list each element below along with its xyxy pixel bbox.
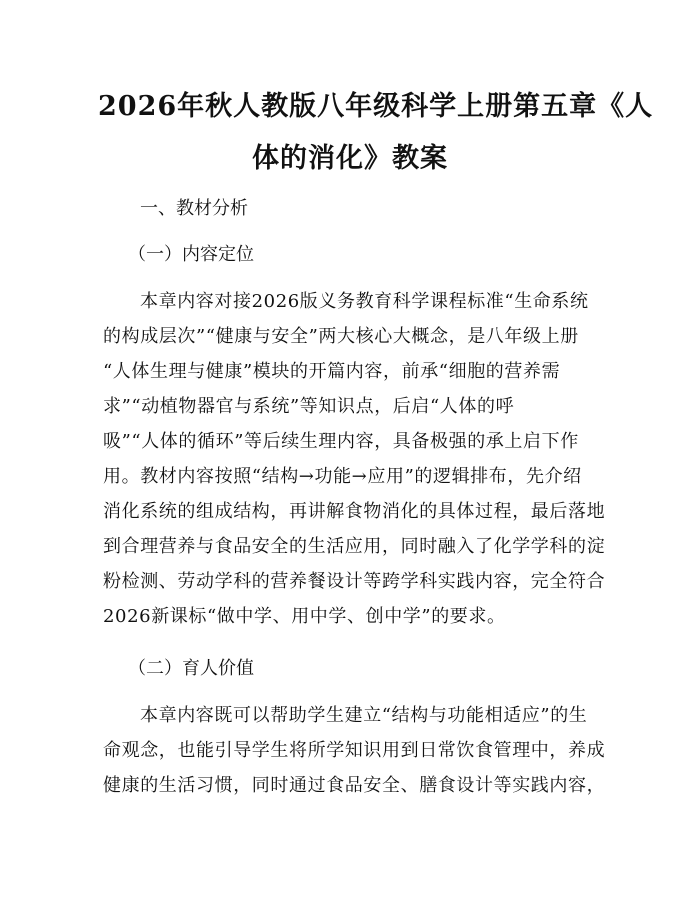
paragraph-1-line-5: 吸”“人体的循环”等后续生理内容，具备极强的承上启下作: [103, 431, 579, 452]
paragraph-1-line-6: 用。教材内容按照“结构→功能→应用”的逻辑排布，先介绍: [103, 466, 582, 487]
document-title-line-2: 体的消化》教案: [252, 143, 448, 174]
paragraph-1-line-8: 到合理营养与食品安全的生活应用，同时融入了化学学科的淀: [103, 536, 606, 557]
paragraph-1-line-7: 消化系统的组成结构，再讲解食物消化的具体过程，最后落地: [103, 501, 606, 522]
paragraph-1-line-4: 求”“动植物器官与系统”等知识点，后启“人体的呼: [103, 396, 515, 417]
paragraph-1-line-10: 2026新课标“做中学、用中学、创中学”的要求。: [103, 606, 506, 627]
paragraph-2-line-3: 健康的生活习惯，同时通过食品安全、膳食设计等实践内容，: [103, 775, 606, 796]
paragraph-2-line-1: 本章内容既可以帮助学生建立“结构与功能相适应”的生: [140, 705, 588, 726]
document-title-line-1: 2026年秋人教版八年级科学上册第五章《人: [98, 91, 654, 122]
paragraph-1-line-2: 的构成层次”“健康与安全”两大核心大概念，是八年级上册: [103, 326, 579, 347]
subsection-heading-educational-value: （二）育人价值: [128, 658, 254, 679]
paragraph-2-line-2: 命观念，也能引导学生将所学知识用到日常饮食管理中，养成: [103, 740, 606, 761]
section-heading-textbook-analysis: 一、教材分析: [140, 198, 248, 219]
paragraph-1-line-3: “人体生理与健康”模块的开篇内容，前承“细胞的营养需: [103, 361, 561, 382]
paragraph-1-line-9: 粉检测、劳动学科的营养餐设计等跨学科实践内容，完全符合: [103, 571, 606, 592]
paragraph-1-line-1: 本章内容对接2026版义务教育科学课程标准“生命系统: [140, 291, 589, 312]
subsection-heading-content-positioning: （一）内容定位: [128, 244, 254, 265]
